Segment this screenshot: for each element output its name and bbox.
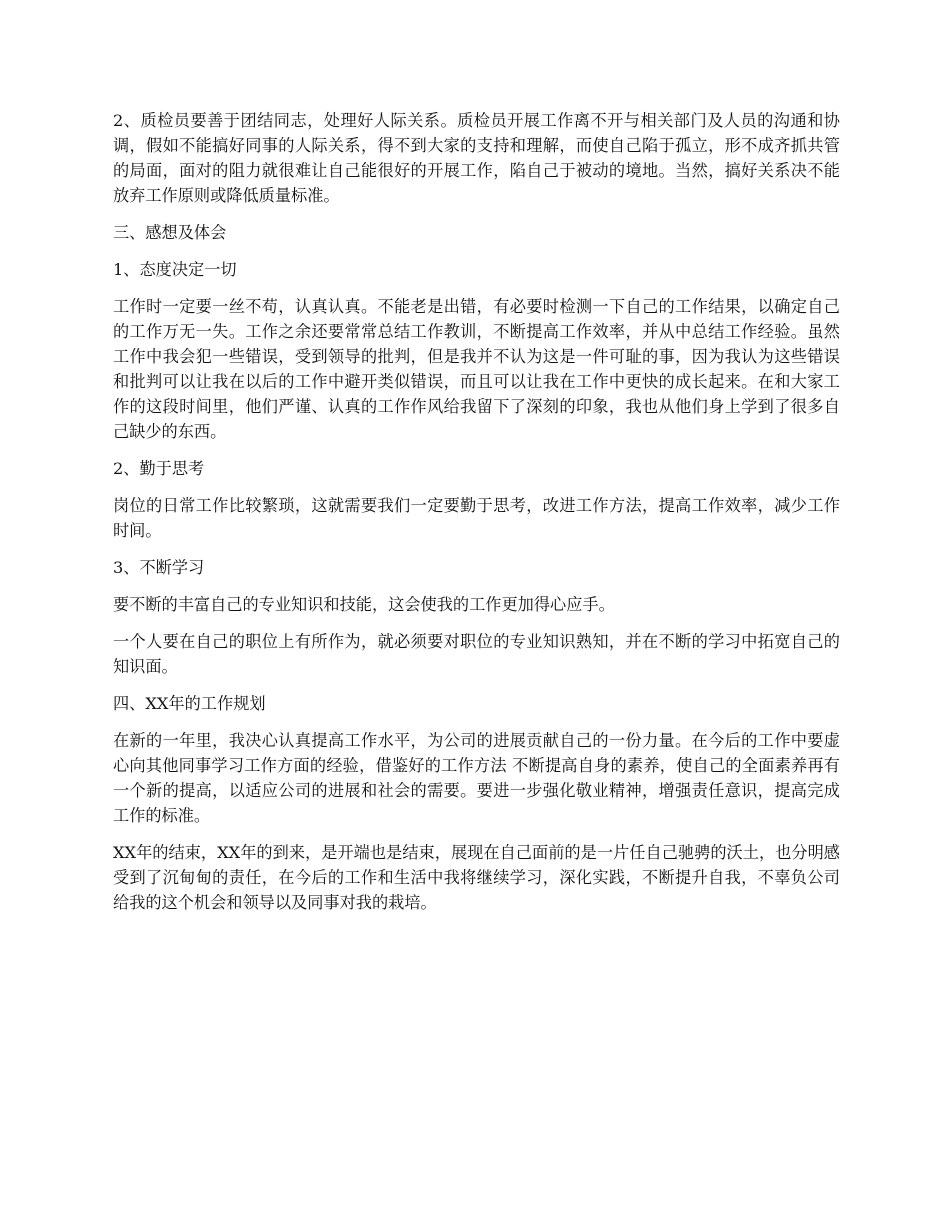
paragraph-conclusion: XX年的结束，XX年的到来，是开端也是结束，展现在自己面前的是一片任自己驰骋的沃土，也分明感受到了沉甸甸的责任，在今后的工作和生活中我将继续学习，深化实践，不断提升自我，不辜负公司给我的这个机会和领导以及同事对我的栽培。 [113, 843, 840, 912]
paragraph-interpersonal: 2、质检员要善于团结同志，处理好人际关系。质检员开展工作离不开与相关部门及人员的沟通和协调，假如不能搞好同事的人际关系，得不到大家的支持和理解，而使自己陷于孤立，形不成齐抓共管的局面，面对的阻力就很难让自己能很好的开展工作，陷自己于被动的境地。当然，搞好关系决不能放弃工作原则或降低质量标准。 [113, 111, 840, 205]
section-heading-work-plan: 四、XX年的工作规划 [113, 694, 266, 713]
subheading-thinking: 2、勤于思考 [113, 459, 205, 478]
paragraph-thinking: 岗位的日常工作比较繁琐，这就需要我们一定要勤于思考，改进工作方法，提高工作效率，减少工作时间。 [113, 496, 840, 540]
document-body [113, 108, 840, 927]
subheading-attitude: 1、态度决定一切 [113, 260, 237, 279]
paragraph-work-plan: 在新的一年里，我决心认真提高工作水平，为公司的进展贡献自己的一份力量。在今后的工作中要虚心向其他同事学习工作方面的经验，借鉴好的工作方法 不断提高自身的素养，使自己的全面素养再有一个新的提高，以适应公司的进展和社会的需要。要进一步强化敬业精神，增强责任意识，提高完成工作的标准。 [113, 731, 840, 825]
section-heading-reflections: 三、感想及体会 [113, 223, 227, 242]
subheading-learning: 3、不断学习 [113, 558, 205, 577]
paragraph-learning-skills: 要不断的丰富自己的专业知识和技能，这会使我的工作更加得心应手。 [113, 595, 615, 614]
paragraph-attitude: 工作时一定要一丝不苟，认真认真。不能老是出错，有必要时检测一下自己的工作结果，以确定自己的工作万无一失。工作之余还要常常总结工作教训，不断提高工作效率，并从中总结工作经验。虽然工作中我会犯一些错误，受到领导的批判，但是我并不认为这是一件可耻的事，因为我认为这些错误和批判可以让我在以后的工作中避开类似错误，而且可以让我在工作中更快的成长起来。在和大家工作的这段时间里，他们严谨、认真的工作作风给我留下了深刻的印象，我也从他们身上学到了很多自己缺少的东西。 [113, 297, 840, 441]
paragraph-learning-knowledge: 一个人要在自己的职位上有所作为，就必须要对职位的专业知识熟知，并在不断的学习中拓宽自己的知识面。 [113, 632, 840, 676]
